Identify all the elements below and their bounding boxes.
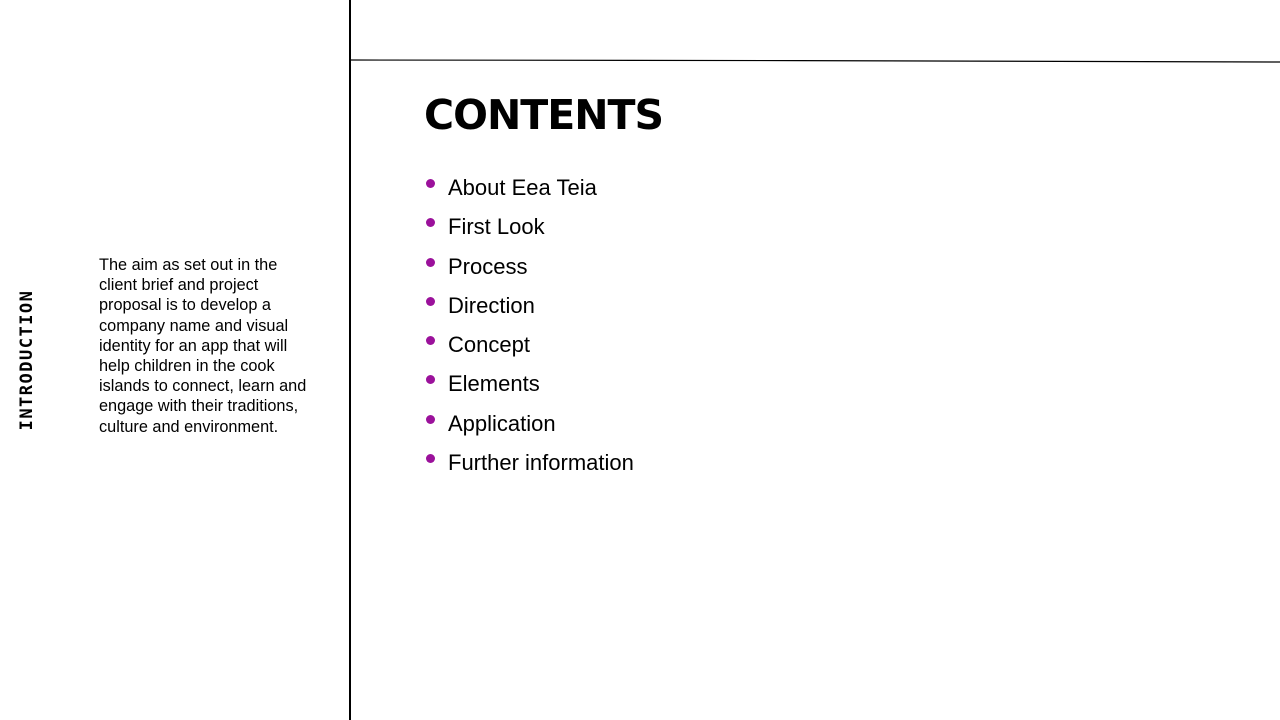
contents-item-label: About Eea Teia bbox=[448, 175, 597, 200]
bullet-icon bbox=[426, 454, 435, 463]
bullet-icon bbox=[426, 258, 435, 267]
contents-item-label: Elements bbox=[448, 371, 540, 397]
bullet-icon bbox=[426, 179, 435, 188]
contents-item-label: Further information bbox=[448, 450, 634, 476]
contents-item-first-look bbox=[424, 209, 634, 248]
intro-paragraph: The aim as set out in the client brief and project proposal is to develop a company name and visual identity for an app that will help children in the cook islands to connect, learn and engage with their traditions, culture and environment. bbox=[99, 256, 307, 436]
bullet-icon bbox=[426, 297, 435, 306]
bullet-icon bbox=[426, 336, 435, 345]
section-label: INTRODUCTION bbox=[17, 289, 37, 431]
contents-item-further-information bbox=[424, 445, 634, 484]
bullet-icon bbox=[426, 218, 435, 227]
horizontal-divider bbox=[350, 59, 1280, 65]
bullet-icon bbox=[426, 375, 435, 384]
contents-title: CONTENTS bbox=[424, 91, 664, 139]
contents-item-label: Direction bbox=[448, 292, 535, 318]
contents-item-concept bbox=[424, 327, 634, 366]
vertical-divider bbox=[349, 0, 351, 720]
contents-list bbox=[424, 170, 634, 484]
contents-item-elements bbox=[424, 366, 634, 405]
contents-item-label: Process bbox=[448, 253, 528, 279]
contents-item-direction bbox=[424, 288, 634, 327]
contents-item-process bbox=[424, 249, 634, 288]
contents-item-label: Concept bbox=[448, 332, 530, 358]
bullet-icon bbox=[426, 415, 435, 424]
contents-item-label: Application bbox=[448, 410, 556, 436]
contents-item-application bbox=[424, 406, 634, 445]
contents-item-label: First Look bbox=[448, 214, 545, 240]
contents-item-about-eea-teia bbox=[424, 170, 634, 209]
